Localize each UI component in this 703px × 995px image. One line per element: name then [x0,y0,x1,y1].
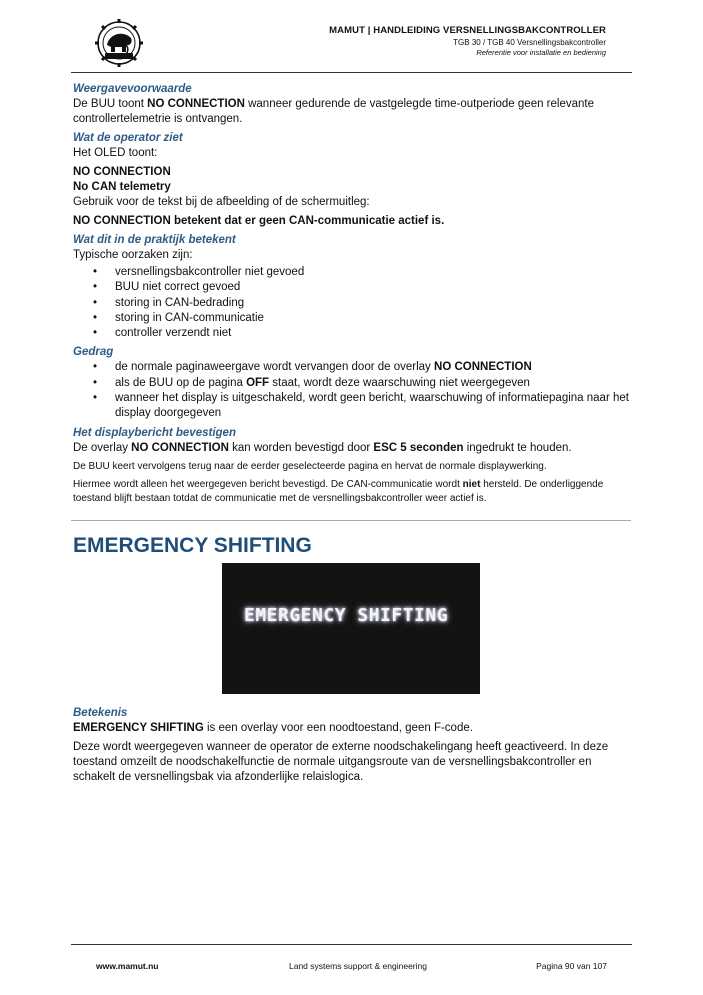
oled-line-1: NO CONNECTION [73,166,171,178]
page-header [71,14,632,73]
practice-intro: Typische oorzaken zijn: [73,249,193,261]
list-item: • storing in CAN-bedrading [115,296,629,311]
page-footer [71,944,632,985]
behavior-list [73,360,629,421]
confirm-note-1: De BUU keert vervolgens terug naar de eerder geselecteerde pagina en hervat de normale displaywerking. [73,460,547,472]
confirm-heading: Het displaybericht bevestigen [73,426,236,439]
oled-line-2: No CAN telemetry [73,181,171,193]
list-item: • BUU niet correct gevoed [115,280,629,295]
meaning-text: EMERGENCY SHIFTING is een overlay voor een noodtoestand, geen F-code. [73,721,473,734]
list-item: • de normale paginaweergave wordt vervangen door de overlay NO CONNECTION [115,360,629,375]
behavior-heading: Gedrag [73,346,114,359]
document-subtitle-secondary: Referentie voor installatie en bediening [476,48,606,57]
section-divider [71,520,631,521]
list-item: • als de BUU op de pagina OFF staat, wordt deze waarschuwing niet weergegeven [115,376,629,391]
list-item: • wanneer het display is uitgeschakeld, wordt geen bericht, waarschuwing of informatiepagina naar het display doorgegeven [115,391,629,422]
meaning-statement: NO CONNECTION betekent dat er geen CAN-communicatie actief is. [73,215,445,227]
footer-tagline: Land systems support & engineering [289,961,427,971]
list-item: • versnellingsbakcontroller niet gevoed [115,265,629,280]
practice-heading: Wat dit in de praktijk betekent [73,234,236,246]
page-content [73,82,629,785]
operator-heading: Wat de operator ziet [73,132,183,144]
photo-display-text: EMERGENCY SHIFTING [244,604,449,626]
document-title: MAMUT | HANDLEIDING VERSNELLINGSBAKCONTROLLER [329,25,606,36]
operator-intro: Het OLED toont: [73,147,158,159]
condition-text: De BUU toont NO CONNECTION wanneer gedurende de vastgelegde time-outperiode geen relevante controllertelemetrie is ontvangen. [73,98,594,125]
confirm-text: De overlay NO CONNECTION kan worden bevestigd door ESC 5 seconden ingedrukt te houden. [73,441,572,454]
confirm-note-2: Hiermee wordt alleen het weergegeven bericht bevestigd. De CAN-communicatie wordt niet hersteld. De onderliggende toestand blijft bestaan totdat de communicatie met de versnellingsbakcontroller weer actief is. [73,478,604,504]
causes-list [73,265,629,341]
alt-text-hint: Gebruik voor de tekst bij de afbeelding of de schermuitleg: [73,196,370,208]
detail-text: Deze wordt weergegeven wanneer de operator de externe noodschakelingang heeft geactiveerd. In deze toestand omzeilt de noodschakelfunctie de normale uitgangsroute van de versnellingsbakcontroller en schakelt de versnellingsbak via afzonderlijke relaislogica. [73,740,609,783]
condition-heading: Weergavevoorwaarde [73,83,192,95]
mamut-logo-icon [93,18,145,68]
section-title: EMERGENCY SHIFTING [73,533,312,557]
meaning-heading: Betekenis [73,706,128,719]
list-item: • controller verzendt niet [115,326,629,341]
document-subtitle: TGB 30 / TGB 40 Versnellingsbakcontroller [453,38,606,47]
footer-website-link[interactable]: www.mamut.nu [96,961,159,971]
emergency-shifting-display-photo [222,563,480,694]
page-number: Pagina 90 van 107 [536,961,607,971]
list-item: • storing in CAN-communicatie [115,311,629,326]
